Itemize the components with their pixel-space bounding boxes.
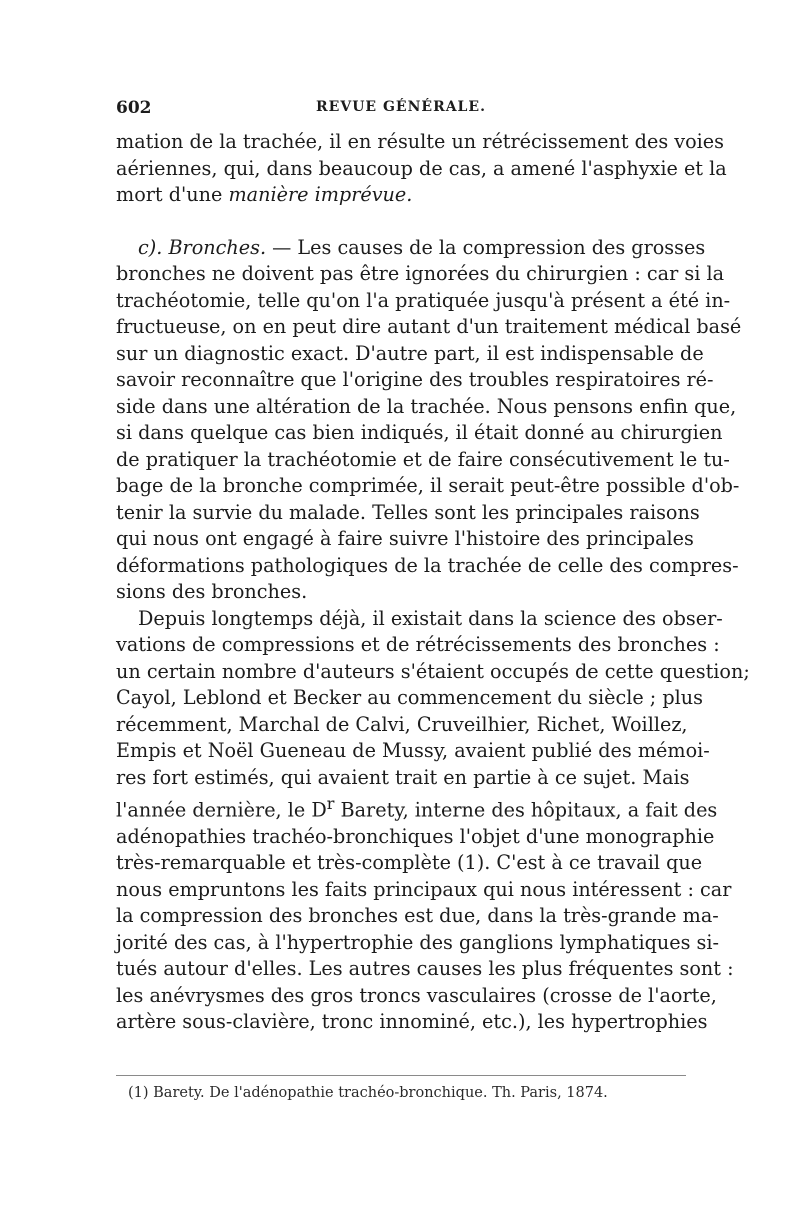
text-line: sions des bronches. <box>116 580 308 603</box>
text-line: vations de compressions et de rétrécissements des bronches : <box>116 633 720 656</box>
text-line: mation de la trachée, il en résulte un rétrécissement des voies <box>116 130 724 153</box>
superscript: r <box>326 794 335 813</box>
text-line: tués autour d'elles. Les autres causes les plus fréquentes sont : <box>116 957 734 981</box>
footnote-rule <box>116 1075 686 1076</box>
text-line: Depuis longtemps déjà, il existait dans la science des obser- <box>138 606 723 630</box>
text-line: très-remarquable et très-complète (1). C'est à ce travail que <box>116 851 703 875</box>
paragraph-gap <box>116 209 686 235</box>
text-line: tenir la survie du malade. Telles sont les principales raisons <box>116 500 700 524</box>
running-head <box>116 98 686 122</box>
text-line: les anévrysmes des gros troncs vasculaires (crosse de l'aorte, <box>116 983 717 1007</box>
text-line-rest: Barety, interne des hôpitaux, a fait des <box>334 798 718 822</box>
text-line <box>116 182 686 209</box>
text-line: si dans quelque cas bien indiqués, il était donné au chirurgien <box>116 421 723 444</box>
text-line: bronches ne doivent pas être ignorées du chirurgien : car si la <box>116 262 725 285</box>
text-line: qui nous ont engagé à faire suivre l'histoire des principales <box>116 527 694 550</box>
text-line: side dans une altération de la trachée. Nous pensons enfin que, <box>116 394 737 418</box>
page-number: 602 <box>116 98 152 118</box>
journal-title: REVUE GÉNÉRALE. <box>316 99 486 115</box>
footnote: (1) Barety. De l'adénopathie trachéo-bronchique. Th. Paris, 1874. <box>128 1085 608 1101</box>
text-line: récemment, Marchal de Calvi, Cruveilhier, Richet, Woillez, <box>116 712 688 736</box>
text-line: aériennes, qui, dans beaucoup de cas, a amené l'asphyxie et la <box>116 156 727 180</box>
text-line <box>116 235 706 262</box>
text-line-prefix: l'année dernière, le D <box>116 798 327 822</box>
text-line: bage de la bronche comprimée, il serait peut-être possible d'ob- <box>116 474 740 497</box>
text-line: res fort estimés, qui avaient trait en partie à ce sujet. Mais <box>116 765 690 789</box>
text-line-rest: — Les causes de la compression des grosses <box>266 235 706 259</box>
body-text <box>116 129 750 1036</box>
text-line: jorité des cas, à l'hypertrophie des ganglions lymphatiques si- <box>116 930 719 954</box>
text-line: nous empruntons les faits principaux qui nous intéressent : car <box>116 877 732 901</box>
section-label: c). <box>138 235 163 259</box>
text-line: déformations pathologiques de la trachée de celle des compres- <box>116 553 739 577</box>
text-line: de pratiquer la trachéotomie et de faire consécutivement le tu- <box>116 447 730 471</box>
text-line: fructueuse, on en peut dire autant d'un traitement médical basé <box>116 315 742 338</box>
text-line: Empis et Noël Gueneau de Mussy, avaient publié des mémoi- <box>116 739 710 762</box>
text-line: Cayol, Leblond et Becker au commencement du siècle ; plus <box>116 686 703 709</box>
text-line: adénopathies trachéo-bronchiques l'objet d'une monographie <box>116 824 715 848</box>
text-line: savoir reconnaître que l'origine des troubles respiratoires ré- <box>116 368 714 391</box>
text-line-prefix: mort d'une <box>116 183 229 206</box>
text-line: un certain nombre d'auteurs s'étaient occupés de cette question; <box>116 659 750 683</box>
text-line: artère sous-clavière, tronc innominé, etc.), les hypertrophies <box>116 1010 708 1034</box>
text-line <box>116 791 718 824</box>
text-line: sur un diagnostic exact. D'autre part, il est indispensable de <box>116 341 704 365</box>
text-line: trachéotomie, telle qu'on l'a pratiquée jusqu'à présent a été in- <box>116 288 731 312</box>
italic-phrase: manière imprévue. <box>228 183 413 206</box>
text-line: la compression des bronches est due, dans la très-grande ma- <box>116 904 719 928</box>
section-heading: Bronches. <box>168 235 267 259</box>
